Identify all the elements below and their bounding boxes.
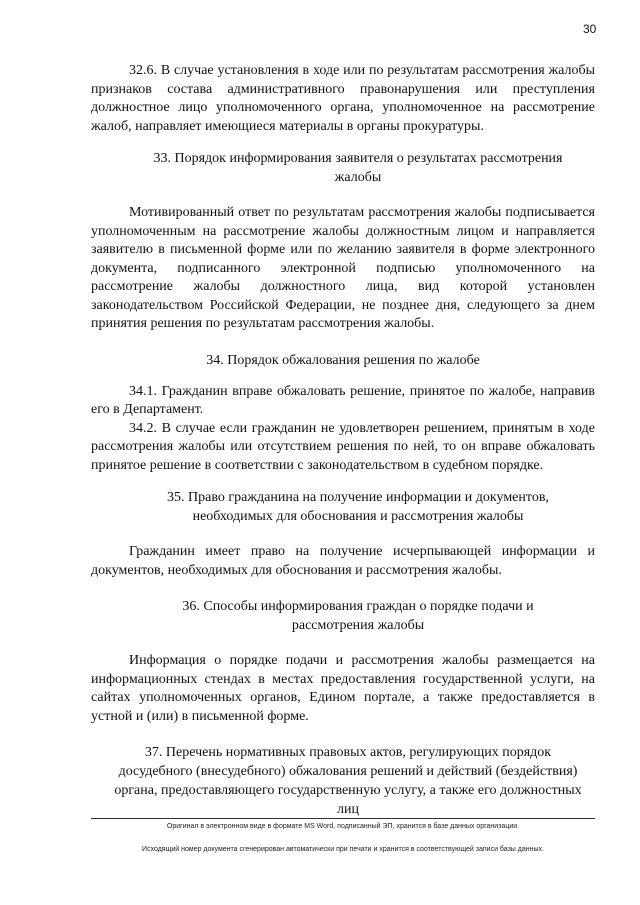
heading-33: 33. Порядок информирования заявителя о результатах рассмотрения жалобы	[153, 151, 563, 185]
document-body	[91, 62, 595, 819]
footer-divider	[91, 818, 595, 819]
paragraph-35: Гражданин имеет право на получение исчерпывающей информации и документов, необходимых для обоснования и рассмотрения жалобы.	[91, 544, 595, 578]
footer-note-number: Исходящий номер документа сгенерирован автоматически при печати и хранится в соответствующей записи базы данных.	[142, 846, 544, 853]
footer-note-original: Оригинал в электронном виде в формате MS Word, подписанный ЭП, хранится в базе данных организации.	[166, 823, 520, 830]
paragraph-34-1: 34.1. Гражданин вправе обжаловать решение, принятое по жалобе, направив его в Департамент.	[91, 383, 595, 417]
paragraph-33: Мотивированный ответ по результатам рассмотрения жалобы подписывается уполномоченным на рассмотрение жалобы должностным лицом и направляется заявителю в письменной форме или по желанию заявителя в форме электронного документа, подписанного электронной подписью уполномоченного на рассмотрение жалобы должностного лица, вид которой установлен законодательством Российской Федерации, не позднее дня, следующего за днем принятия решения по результатам рассмотрения жалобы.	[91, 205, 595, 331]
heading-35: 35. Право гражданина на получение информации и документов, необходимых для обоснования и рассмотрения жалобы	[167, 490, 549, 524]
paragraph-36: Информация о порядке подачи и рассмотрения жалобы размещается на информационных стендах в местах предоставления государственной услуги, на сайтах уполномоченных органов, Едином портале, а также предоставляется в устной и (или) в письменной форме.	[91, 653, 595, 724]
heading-37: 37. Перечень нормативных правовых актов, регулирующих порядок досудебного (внесудебного) обжалования решений и действий (бездействия) органа, предоставляющего государственную услугу, а также его должностных лиц	[114, 745, 582, 817]
paragraph-34-2: 34.2. В случае если гражданин не удовлетворен решением, принятым в ходе рассмотрения жалобы или отсутствием решения по ней, то он вправе обжаловать принятое решение в соответствии с законодательством в судебном порядке.	[91, 420, 595, 473]
page-number: 30	[583, 22, 597, 36]
heading-34: 34. Порядок обжалования решения по жалобе	[206, 352, 480, 368]
paragraph-32-6: 32.6. В случае установления в ходе или по результатам рассмотрения жалобы признаков состава административного правонарушения или преступления должностное лицо уполномоченного органа, уполномоченное на рассмотрение жалоб, направляет имеющиеся материалы в органы прокуратуры.	[91, 63, 595, 134]
heading-36: 36. Способы информирования граждан о порядке подачи и рассмотрения жалобы	[182, 599, 534, 633]
